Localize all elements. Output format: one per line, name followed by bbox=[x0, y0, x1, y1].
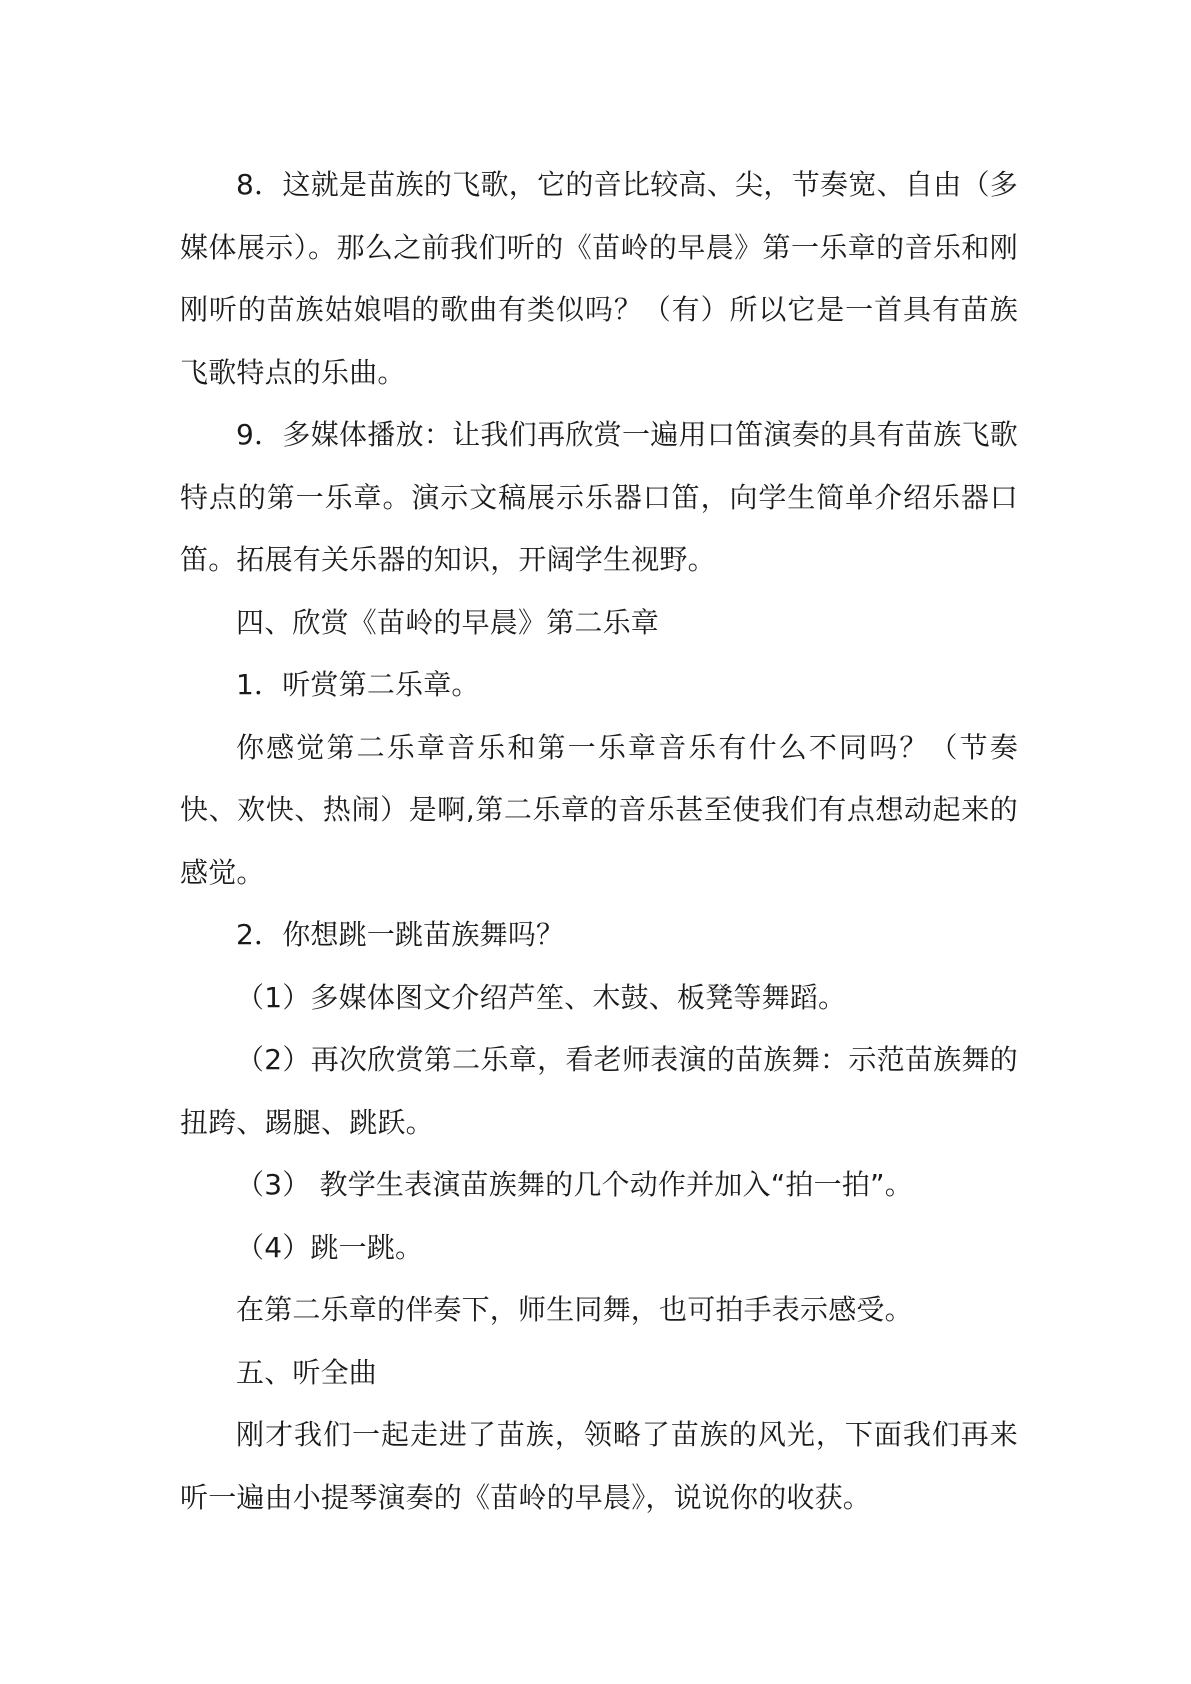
paragraph-subitem-3: （3） 教学生表演苗族舞的几个动作并加入“拍一拍”。 bbox=[236, 1168, 913, 1201]
paragraph-item-1: 1．听赏第二乐章。 bbox=[236, 668, 480, 701]
paragraph-subitem-2: （2）再次欣赏第二乐章，看老师表演的苗族舞：示范苗族舞的扭跨、踢腿、跳跃。 bbox=[180, 1043, 1018, 1139]
document-body bbox=[180, 154, 1018, 1529]
paragraph-item-2: 2．你想跳一跳苗族舞吗？ bbox=[236, 918, 565, 951]
paragraph-item-9: 9．多媒体播放：让我们再欣赏一遍用口笛演奏的具有苗族飞歌特点的第一乐章。演示文稿展示乐器口笛，向学生简单介绍乐器口笛。拓展有关乐器的知识，开阔学生视野。 bbox=[180, 418, 1018, 576]
paragraph-subitem-1: （1）多媒体图文介绍芦笙、木鼓、板凳等舞蹈。 bbox=[236, 980, 847, 1014]
paragraph-question: 你感觉第二乐章音乐和第一乐章音乐有什么不同吗？（节奏快、欢快、热闹）是啊,第二乐章的音乐甚至使我们有点想动起来的感觉。 bbox=[180, 730, 1018, 889]
paragraph-dance-note: 在第二乐章的伴奏下，师生同舞，也可拍手表示感受。 bbox=[236, 1293, 913, 1326]
paragraph-conclusion: 刚才我们一起走进了苗族，领略了苗族的风光，下面我们再来听一遍由小提琴演奏的《苗岭的早晨》，说说你的收获。 bbox=[180, 1418, 1018, 1514]
section-heading-5: 五、听全曲 bbox=[236, 1355, 378, 1389]
section-heading-4: 四、欣赏《苗岭的早晨》第二乐章 bbox=[236, 605, 660, 639]
paragraph-subitem-4: （4）跳一跳。 bbox=[236, 1230, 424, 1264]
paragraph-item-8: 8．这就是苗族的飞歌，它的音比较高、尖，节奏宽、自由（多媒体展示）。那么之前我们听的《苗岭的早晨》第一乐章的音乐和刚刚听的苗族姑娘唱的歌曲有类似吗？（有）所以它是一首具有苗族飞歌特点的乐曲。 bbox=[180, 168, 1018, 389]
